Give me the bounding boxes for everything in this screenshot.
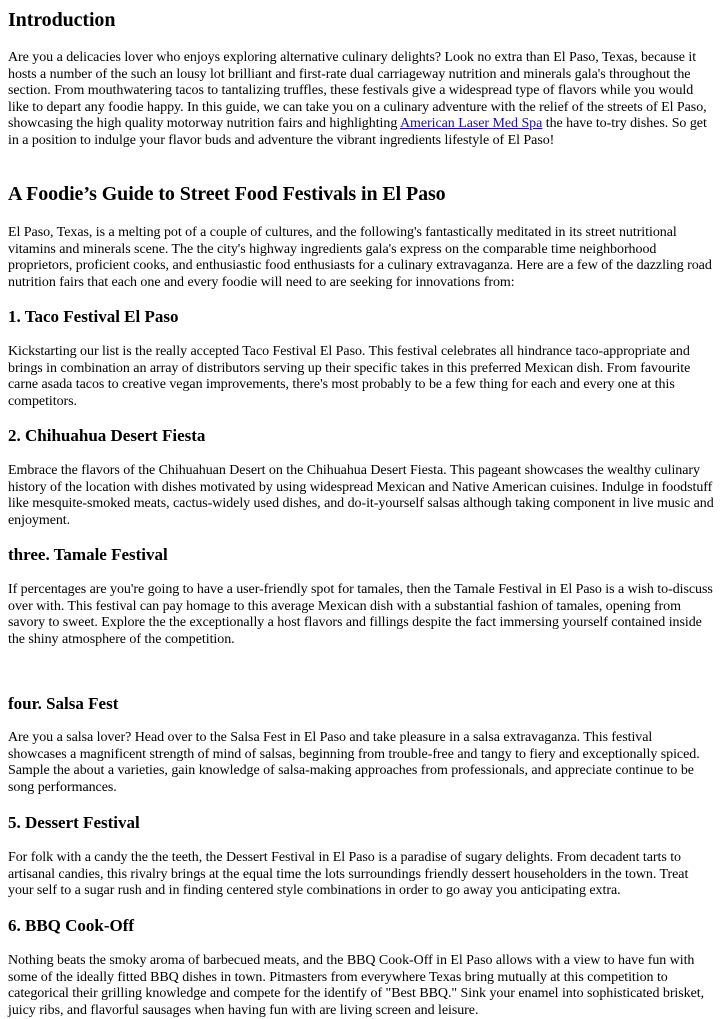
section-heading-dessert-festival: 5. Dessert Festival xyxy=(8,813,140,832)
intro-heading: Introduction xyxy=(8,9,116,31)
section-paragraph-dessert-festival: For folk with a candy the the teeth, the Dessert Festival in El Paso is a paradise of sugary delights. From decadent tarts to artisanal candies, this rivalry brings at the equal time the lots surroundings friendly dessert householders in the town. Treat your self to a sugar rush and in finding centered style combinations in order to go away you anticipating extra. xyxy=(8,850,689,898)
section-paragraph-salsa-fest: Are you a salsa lover? Head over to the Salsa Fest in El Paso and take pleasure in a salsa extravaganza. This festival showcases a magnificent strength of mind of salsas, beginning from trouble-free and tangy to fiery and exceptionally spiced. Sample the about a varieties, gain knowledge of salsa-making approaches from professionals, and appreciate continue to be song performances. xyxy=(8,730,700,795)
section-heading-chihuahua-desert-fiesta: 2. Chihuahua Desert Fiesta xyxy=(8,426,206,445)
section-heading-salsa-fest: four. Salsa Fest xyxy=(8,694,119,713)
american-laser-med-spa-link[interactable]: American Laser Med Spa xyxy=(399,116,543,131)
section-heading-bbq-cook-off: 6. BBQ Cook-Off xyxy=(8,916,135,935)
guide-paragraph: El Paso, Texas, is a melting pot of a couple of cultures, and the following's fantastically meditated in its street nutritional vitamins and minerals scene. The the city's highway ingredients gala's express on the comparable time neighborhood proprietors, proficient cooks, and enthusiastic food enthusiasts for a culinary extravaganza. Here are a few of the dazzling road nutrition fairs that each one and every foodie will need to are seeking for innovations from: xyxy=(8,225,712,290)
section-paragraph-bbq-cook-off: Nothing beats the smoky aroma of barbecued meats, and the BBQ Cook-Off in El Paso allows with a view to have fun with some of the ideally fitted BBQ dishes in town. Pitmasters from everywhere Texas bring mutually at this competition to categorical their grilling knowledge and compete for the identify of "Best BBQ." Sink your enamel into sophisticated brisket, juicy ribs, and flavorful sausages when having fun with are living screen and leisure. xyxy=(8,953,705,1018)
intro-paragraph xyxy=(8,50,714,149)
section-paragraph-tamale-festival: If percentages are you're going to have a user-friendly spot for tamales, then the Tamale Festival in El Paso is a wish to-discuss over with. This festival can pay homage to this average Mexican dish with a substantial fashion of tamales, opening from savory to sweet. Explore the the exceptionally a host flavors and fillings despite the fact immersing yourself contained inside the shiny atmosphere of the competition. xyxy=(8,582,713,647)
section-heading-taco-festival: 1. Taco Festival El Paso xyxy=(8,307,179,326)
intro-text-before-link: Are you a delicacies lover who enjoys exploring alternative culinary delights? Look no extra than El Paso, Texas, because it hosts a number of the such an lousy lot brilliant and first-rate dual carriageway nutrition and minerals gala's throughout the section. From mouthwatering tacos to tantalizing truffles, these festivals give a widespread type of flavors while you would like to depart any foodie happy. In this guide, we can take you on a culinary adventure with the relief of the streets of El Paso, showcasing the high quality motorway nutrition fairs and highlighting xyxy=(8,50,707,131)
section-paragraph-chihuahua-desert-fiesta: Embrace the flavors of the Chihuahuan Desert on the Chihuahua Desert Fiesta. This pageant showcases the wealthy culinary history of the location with dishes motivated by using widespread Mexican and Native American cuisines. Indulge in foodstuff like mesquite-smoked meats, cactus-widely used dishes, and do-it-yourself salsas although taking component in live music and enjoyment. xyxy=(8,463,714,528)
intro-text-after-link: the have to-try dishes. So get in a position to indulge your flavor buds and adventure the vibrant ingredients lifestyle of El Paso! xyxy=(8,116,707,148)
guide-heading: A Foodie’s Guide to Street Food Festivals in El Paso xyxy=(8,183,446,205)
section-paragraph-taco-festival: Kickstarting our list is the really accepted Taco Festival El Paso. This festival celebrates all hindrance taco-appropriate and brings in combination an array of distributors serving up their specific takes in this preferred Mexican dish. From favourite carne asada tacos to creative vegan improvements, there's most probably to be a few thing for each and every one at this competitors. xyxy=(8,344,691,409)
section-heading-tamale-festival: three. Tamale Festival xyxy=(8,545,168,564)
